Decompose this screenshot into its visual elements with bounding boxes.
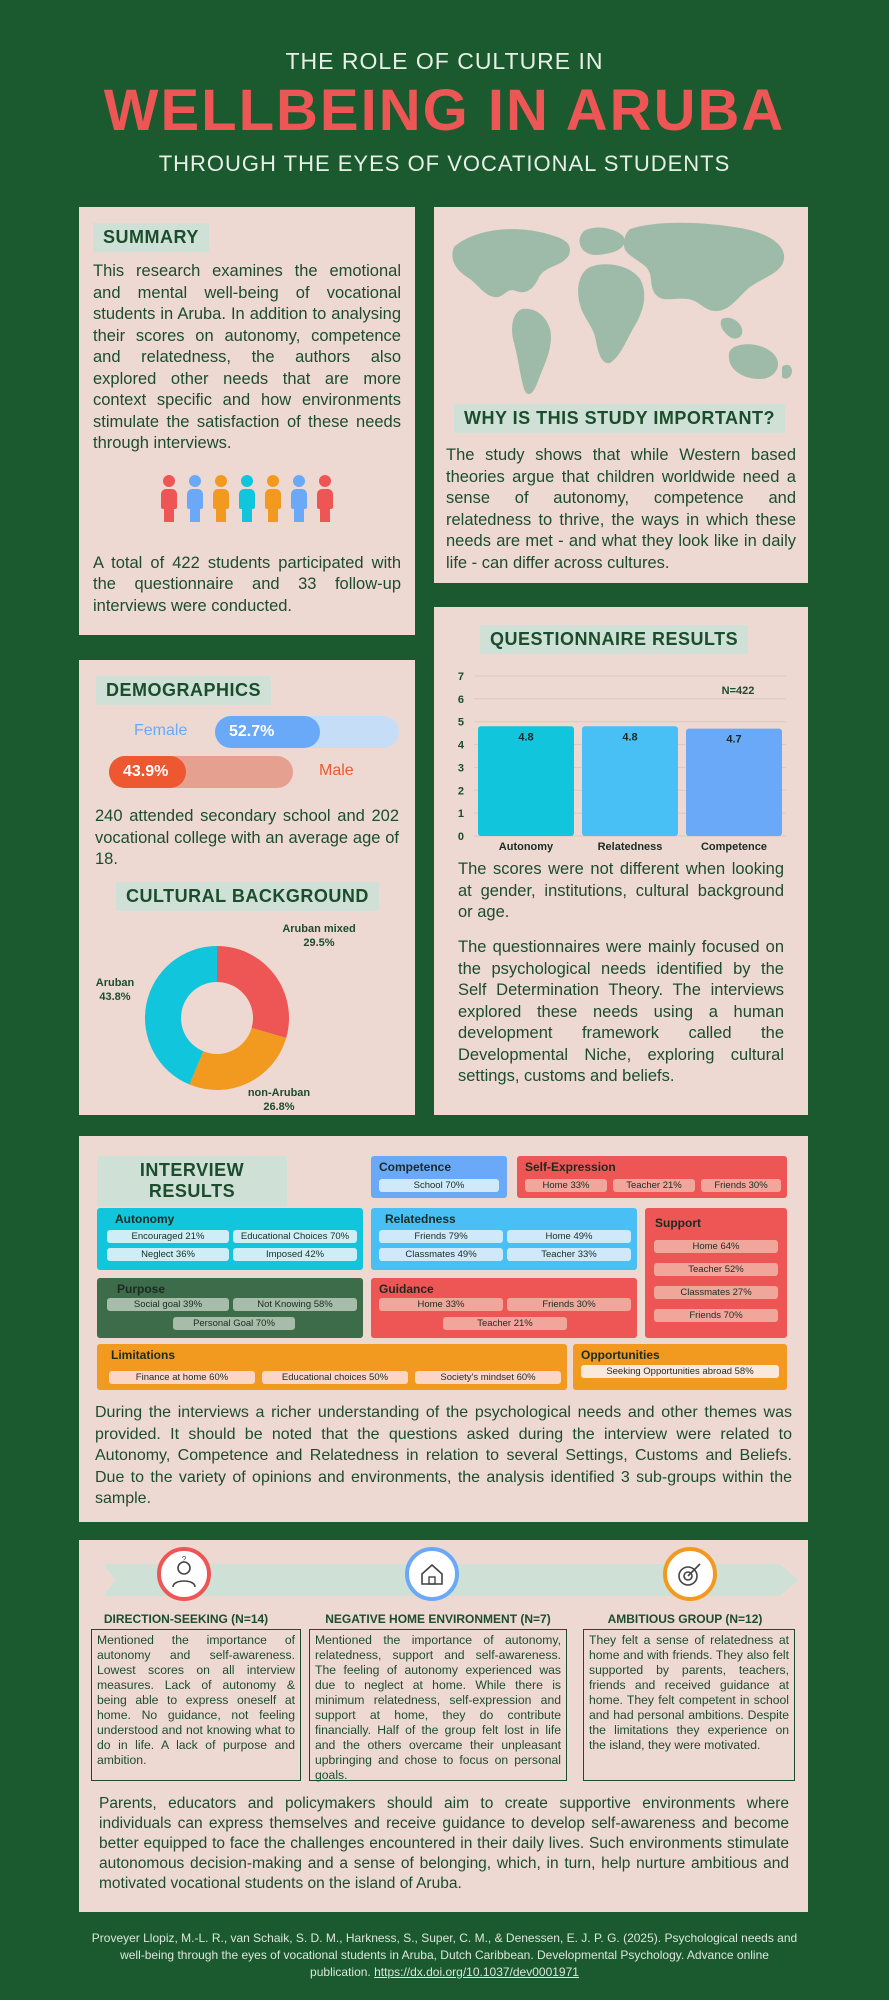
questionnaire-panel [434, 607, 808, 1115]
guidance-title: Guidance [379, 1282, 434, 1296]
why-panel [434, 207, 808, 583]
support-item: Friends 70% [654, 1309, 778, 1322]
y-tick-label: 2 [457, 785, 464, 798]
x-tick-label: Relatedness [597, 841, 663, 853]
female-bar [215, 716, 399, 748]
male-bar [109, 756, 293, 788]
self-expression-item: Teacher 21% [613, 1179, 695, 1192]
relatedness-item: Classmates 49% [379, 1248, 503, 1261]
self-expression-item: Home 33% [525, 1179, 607, 1192]
y-tick-label: 6 [457, 693, 464, 706]
donut-slice-non-aruban [189, 1028, 286, 1090]
participants-text: A total of 422 students participated with the questionnaire and 33 follow-up interviews were conducted. [93, 553, 401, 615]
conclusion-text: Parents, educators and policymakers should aim to create supportive environments where individuals can express themselves and receive guidance to develop self-awareness and become better equipped to face the challenges encountered in their daily lives. Such environments stimulate autonomous decision-making and a sense of belonging, which, in turn, help nurture ambitious and motivated vocational students on the island of Aruba. [99, 1795, 789, 1892]
header [0, 48, 889, 177]
person-icon [239, 475, 255, 523]
self-expression-title: Self-Expression [525, 1160, 616, 1174]
guidance-item: Teacher 21% [443, 1317, 567, 1330]
autonomy-item: Educational Choices 70% [233, 1230, 357, 1243]
limitations-item: Educational choices 50% [262, 1371, 408, 1384]
autonomy-item: Imposed 42% [233, 1248, 357, 1261]
interview-panel [79, 1136, 808, 1522]
y-tick-label: 0 [457, 831, 464, 843]
competence-title: Competence [379, 1160, 452, 1174]
x-tick-label: Competence [700, 841, 768, 853]
interview-title: INTERVIEW RESULTS [97, 1156, 287, 1206]
female-value: 52.7% [229, 723, 275, 740]
purpose-item: Social goal 39% [107, 1298, 229, 1311]
groups-panel [79, 1540, 808, 1912]
svg-text:?: ? [181, 1555, 187, 1564]
support-item: Classmates 27% [654, 1286, 778, 1299]
male-bar-fill [109, 756, 186, 788]
support-item: Home 64% [654, 1240, 778, 1253]
support-item: Teacher 52% [654, 1263, 778, 1276]
group-title-3: AMBITIOUS GROUP (N=12) [607, 1612, 763, 1626]
y-tick-label: 4 [457, 739, 464, 752]
why-text: The study shows that while Western based theories argue that children worldwide need a sense of autonomy, competence and relatedness to thrive, the ways in which these needs are met - and what they look like in daily life - can differ across cultures. [446, 446, 796, 572]
autonomy-item: Neglect 36% [107, 1248, 229, 1261]
person-icon [187, 475, 203, 523]
y-tick-label: 5 [457, 716, 464, 729]
demographics-panel [79, 660, 415, 1115]
citation: Proveyer Llopiz, M.-L. R., van Schaik, S. D. M., Harkness, S., Super, C. M., & Denessen, E. J. P. G. (2025). Psychological needs and well-being through the eyes of vocational students in Aruba, Dutch Caribbean. Developmental Psychology. Advance online publication. [91, 1931, 798, 1979]
person-question-icon [157, 1547, 211, 1601]
questionnaire-title: QUESTIONNAIRE RESULTS [480, 625, 748, 654]
questionnaire-bar-chart [434, 662, 808, 862]
guidance-item: Friends 30% [507, 1298, 631, 1311]
female-bar-fill [215, 716, 320, 748]
support-title: Support [655, 1216, 701, 1230]
chart-n-label: N=422 [721, 685, 755, 697]
doi-link[interactable]: https://dx.doi.org/10.1037/dev0001971 [374, 1965, 579, 1979]
female-label: Female [134, 722, 188, 739]
purpose-item: Personal Goal 70% [173, 1317, 295, 1330]
group-text-3: They felt a sense of relatedness at home and with friends. They also felt supported by parents, teachers, friends and received guidance at home. They felt competent in school and had personal ambitions. Despite the limitations they experience on the island, they were motivated. [583, 1629, 795, 1781]
people-icons [93, 475, 401, 523]
opportunities-item: Seeking Opportunities abroad 58% [581, 1365, 779, 1378]
cultural-title: CULTURAL BACKGROUND [116, 882, 379, 911]
summary-panel [79, 207, 415, 635]
relatedness-item: Home 49% [507, 1230, 631, 1243]
y-tick-label: 1 [457, 808, 464, 821]
cultural-donut-chart [79, 910, 415, 1110]
bar-value-label: 4.8 [622, 731, 638, 744]
person-icon [317, 475, 333, 523]
limitations-item: Society's mindset 60% [415, 1371, 561, 1384]
why-title: WHY IS THIS STUDY IMPORTANT? [454, 404, 785, 433]
summary-text: This research examines the emotional and mental well-being of vocational students in Aruba. In addition to analysing their scores on autonomy, competence and relatedness, the authors also explored other needs that are more context specific and how environments stimulate the satisfaction of these needs through interviews. [93, 262, 401, 452]
male-value: 43.9% [123, 763, 169, 780]
purpose-item: Not Knowing 58% [233, 1298, 357, 1311]
value-aruban: 43.8% [99, 991, 131, 1003]
footer [90, 1930, 799, 1981]
questionnaire-text-2: The questionnaires were mainly focused on the psychological needs identified by the Self Determination Theory. The interviews explored these needs using a human development framework called the Developmental Niche, exploring cultural settings, customs and beliefs. [458, 938, 784, 1085]
donut-slice-aruban-mixed [217, 946, 289, 1038]
person-icon [213, 475, 229, 523]
label-non-aruban: non-Aruban [247, 1087, 311, 1099]
title-line-3: THROUGH THE EYES OF VOCATIONAL STUDENTS [158, 151, 731, 176]
male-label: Male [319, 762, 354, 779]
value-aruban-mixed: 29.5% [303, 937, 335, 949]
limitations-title: Limitations [111, 1348, 176, 1362]
x-tick-label: Autonomy [498, 841, 554, 853]
bar-value-label: 4.8 [518, 731, 534, 744]
value-non-aruban: 26.8% [263, 1101, 295, 1110]
autonomy-title: Autonomy [115, 1212, 175, 1226]
guidance-item: Home 33% [379, 1298, 503, 1311]
questionnaire-text-1: The scores were not different when looking at gender, institutions, cultural background or age. [458, 860, 784, 921]
y-tick-label: 3 [457, 762, 464, 775]
opportunities-title: Opportunities [581, 1348, 660, 1362]
group-title-1: DIRECTION-SEEKING (N=14) [103, 1612, 269, 1626]
limitations-item: Finance at home 60% [109, 1371, 255, 1384]
group-text-1: Mentioned the importance of autonomy and self-awareness. Lowest scores on all interview measures. Lack of autonomy & being able to express oneself at home. No guidance, not feeling understood and not knowing what to do in life. A lack of purpose and ambition. [91, 1629, 301, 1781]
self-expression-item: Friends 30% [701, 1179, 781, 1192]
main-title: WELLBEING IN ARUBA [103, 78, 786, 143]
world-map-icon [434, 207, 808, 407]
demographics-text: 240 attended secondary school and 202 vocational college with an average age of 18. [95, 807, 399, 868]
person-icon [291, 475, 307, 523]
interview-text: During the interviews a richer understanding of the psychological needs and other themes was provided. It should be noted that the questions asked during the interview were related to Autonomy, Competence and Relatedness in relation to several Settings, Customs and Beliefs. Due to the variety of opinions and environments, the analysis identified 3 sub-groups within the sample. [95, 1404, 792, 1507]
label-aruban-mixed: Aruban mixed [282, 923, 356, 935]
group-text-2: Mentioned the importance of autonomy, relatedness, support and self-awareness. The feeling of autonomy experienced was due to neglect at home. While there is minimum relatedness, self-expression and support at home, they do contribute financially. Half of the group felt lost in life and the others overcame their unpleasant upbringing and chose to focus on personal goals. [309, 1629, 567, 1781]
person-icon [265, 475, 281, 523]
demographics-title: DEMOGRAPHICS [96, 676, 271, 705]
group-title-2: NEGATIVE HOME ENVIRONMENT (N=7) [325, 1612, 551, 1626]
summary-title: SUMMARY [93, 223, 209, 252]
relatedness-item: Teacher 33% [507, 1248, 631, 1261]
target-icon [663, 1547, 717, 1601]
title-line-1: THE ROLE OF CULTURE IN [285, 48, 604, 74]
person-icon [161, 475, 177, 523]
relatedness-item: Friends 79% [379, 1230, 503, 1243]
relatedness-title: Relatedness [385, 1212, 456, 1226]
purpose-title: Purpose [117, 1282, 166, 1296]
label-aruban: Aruban [95, 977, 135, 989]
y-tick-label: 7 [457, 671, 464, 683]
autonomy-item: Encouraged 21% [107, 1230, 229, 1243]
house-icon [405, 1547, 459, 1601]
competence-item: School 70% [379, 1179, 499, 1192]
bar-value-label: 4.7 [726, 733, 742, 746]
